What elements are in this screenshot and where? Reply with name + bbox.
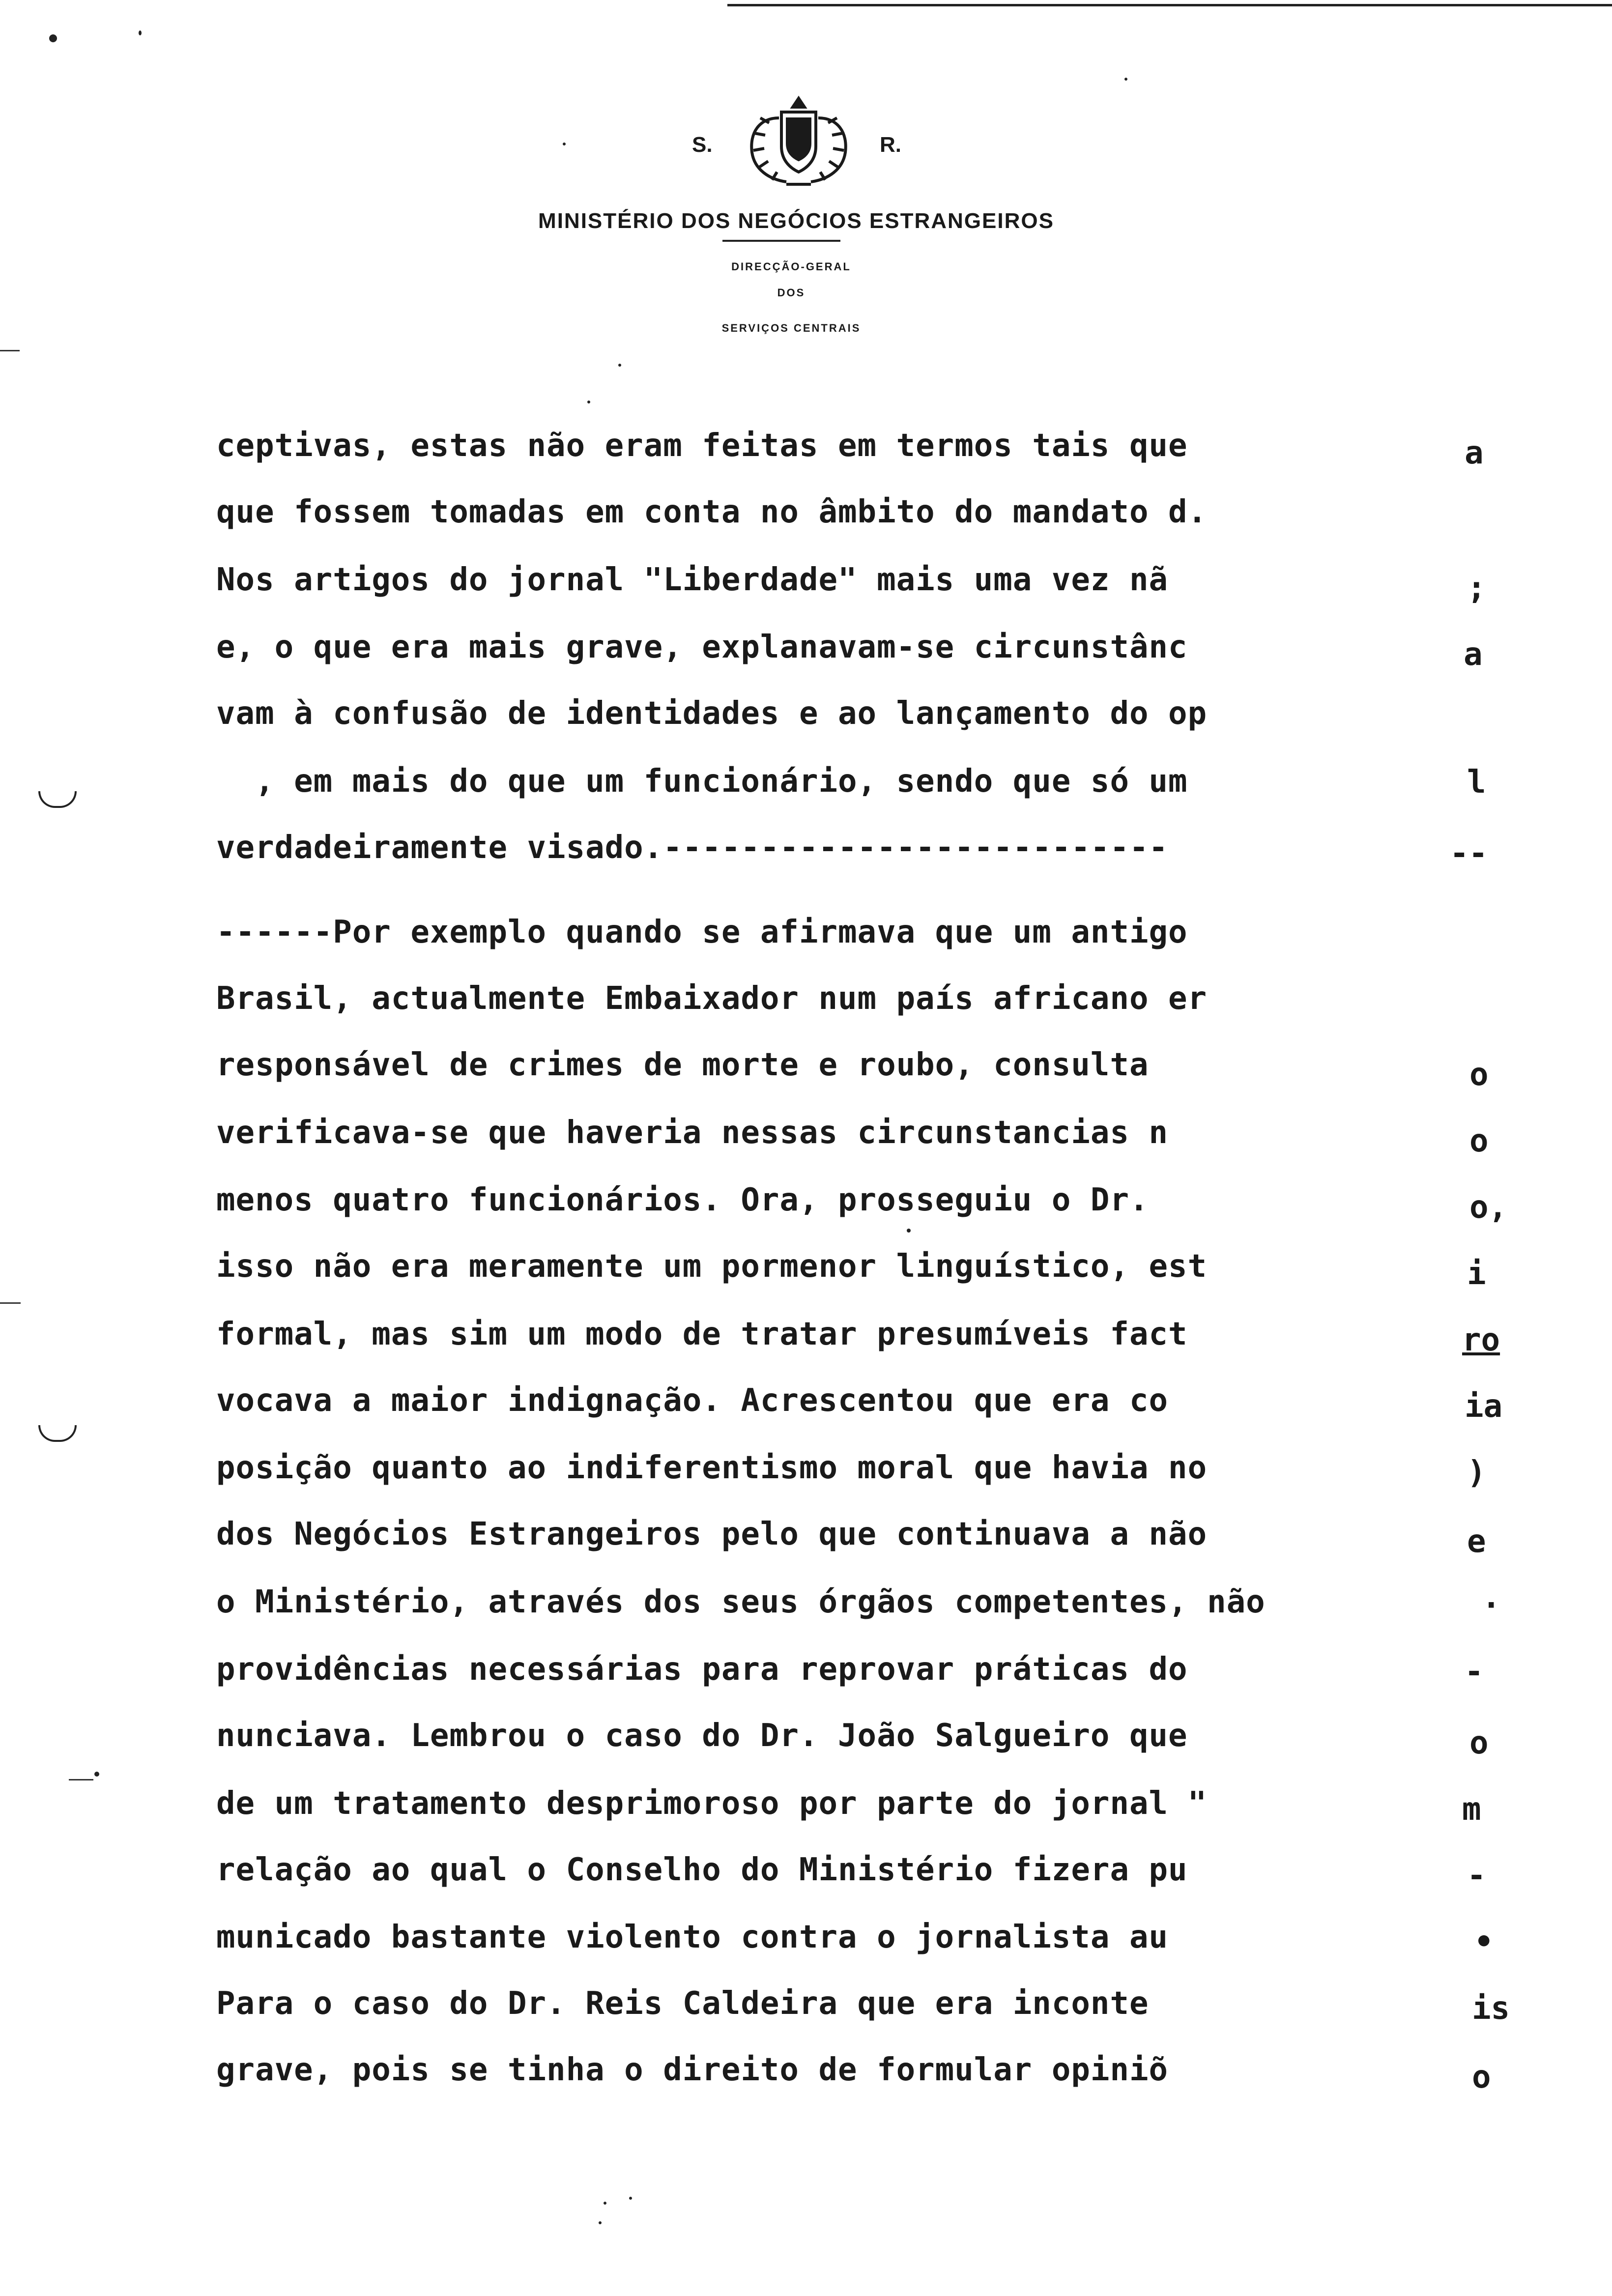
top-edge-rule [727, 4, 1612, 6]
scan-speck [139, 30, 142, 35]
text-line: formal, mas sim um modo de tratar presumíveis fact [216, 1316, 1188, 1352]
text-line: isso não era meramente um pormenor linguístico, est [216, 1248, 1208, 1285]
text-line: posição quanto ao indiferentismo moral que havia no [216, 1450, 1208, 1486]
scan-mark [0, 1302, 21, 1304]
scan-speck [1124, 78, 1127, 81]
text-line: grave, pois se tinha o direito de formular opiniõ [216, 2052, 1169, 2088]
margin-fragment: · [1482, 1587, 1501, 1624]
text-line: Nos artigos do jornal "Liberdade" mais uma vez nã [216, 562, 1169, 598]
margin-fragment: • [1474, 1924, 1494, 1960]
text-line: Para o caso do Dr. Reis Caldeira que era inconte [216, 1985, 1149, 2022]
text-line: municado bastante violento contra o jornalista au [216, 1919, 1169, 1955]
text-line: que fossem tomadas em conta no âmbito do mandato d. [216, 494, 1208, 530]
ministry-underline [722, 240, 840, 242]
text-line: ------Por exemplo quando se afirmava que um antigo [216, 914, 1188, 950]
scan-speck [94, 1772, 99, 1777]
text-line: menos quatro funcionários. Ora, prosseguiu o Dr. [216, 1182, 1149, 1218]
punch-hole-mark [38, 791, 77, 808]
margin-fragment: o [1472, 2059, 1491, 2095]
margin-fragment: - [1465, 1654, 1484, 1690]
margin-fragment: a [1465, 435, 1484, 471]
text-line: dos Negócios Estrangeiros pelo que continuava a não [216, 1516, 1208, 1552]
coat-of-arms-emblem [740, 88, 858, 197]
text-line: vocava a maior indignação. Acrescentou que era co [216, 1382, 1169, 1419]
margin-fragment: o [1469, 1725, 1489, 1761]
scan-speck [629, 2197, 632, 2200]
scan-speck [907, 1229, 911, 1233]
text-line: providências necessárias para reprovar práticas do [216, 1651, 1188, 1688]
margin-fragment: o [1469, 1123, 1489, 1159]
text-line: Brasil, actualmente Embaixador num país africano er [216, 980, 1208, 1017]
margin-fragment: ia [1465, 1388, 1503, 1425]
text-line: de um tratamento desprimoroso por parte do jornal " [216, 1785, 1208, 1822]
scan-speck [563, 143, 566, 145]
text-line: , em mais do que um funcionário, sendo que só um [216, 763, 1188, 800]
text-line: o Ministério, através dos seus órgãos competentes, não [216, 1584, 1266, 1620]
text-line: relação ao qual o Conselho do Ministério fizera pu [216, 1852, 1188, 1888]
margin-fragment: -- [1450, 835, 1488, 872]
department-line-1: DIRECÇÃO-GERAL [731, 260, 851, 273]
margin-fragment: ro [1462, 1322, 1500, 1358]
margin-fragment: e [1467, 1523, 1486, 1560]
text-line: e, o que era mais grave, explanavam-se circunstânc [216, 629, 1188, 665]
margin-fragment: ) [1467, 1455, 1486, 1491]
margin-fragment: l [1467, 764, 1486, 801]
margin-fragment: ; [1467, 570, 1486, 606]
letterhead-initial-left: S. [692, 133, 713, 157]
scan-speck [587, 401, 590, 403]
department-line-3: SERVIÇOS CENTRAIS [721, 322, 861, 334]
margin-fragment: - [1467, 1858, 1486, 1894]
scan-speck [604, 2202, 606, 2205]
text-line: responsável de crimes de morte e roubo, consulta [216, 1047, 1149, 1083]
punch-hole-mark [38, 1425, 77, 1442]
scan-speck [618, 364, 621, 367]
scan-mark [69, 1779, 93, 1780]
department-line-2: DOS [777, 287, 806, 299]
margin-fragment: o, [1469, 1189, 1508, 1226]
letterhead-initial-right: R. [880, 133, 901, 157]
text-line: ceptivas, estas não eram feitas em termos tais que [216, 428, 1188, 464]
scan-speck [49, 34, 57, 42]
scan-speck [599, 2221, 602, 2224]
margin-fragment: i [1467, 1256, 1486, 1292]
margin-fragment: m [1462, 1791, 1481, 1828]
text-line: vam à confusão de identidades e ao lançamento do op [216, 695, 1208, 732]
text-line: verdadeiramente visado.-------------------------- [216, 830, 1169, 866]
margin-fragment: a [1464, 636, 1483, 673]
margin-fragment: is [1472, 1990, 1510, 2027]
margin-fragment: o [1469, 1057, 1489, 1093]
text-line: verificava-se que haveria nessas circunstancias n [216, 1115, 1169, 1151]
text-line: nunciava. Lembrou o caso do Dr. João Salgueiro que [216, 1718, 1188, 1754]
scan-mark [0, 350, 20, 351]
ministry-title: MINISTÉRIO DOS NEGÓCIOS ESTRANGEIROS [538, 209, 1054, 233]
